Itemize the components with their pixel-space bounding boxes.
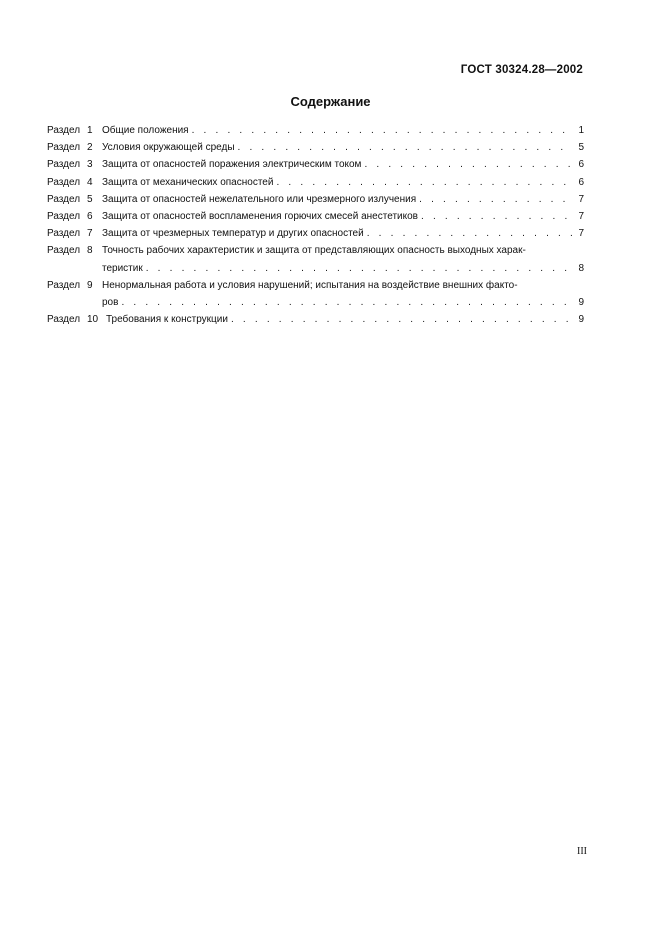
dot-leader [231,311,573,328]
table-of-contents [47,122,584,328]
section-number: 5 [87,193,93,205]
section-title: Защита от опасностей поражения электрическим током [102,159,362,171]
section-number: 10 [87,314,99,326]
toc-entry-9[interactable] [47,277,584,311]
page-number: 7 [578,193,584,205]
section-title: Ненормальная работа и условия нарушений; испытания на воздействие внешних факто- [102,279,518,291]
dot-leader [367,225,573,242]
section-title: Требования к конструкции [106,314,228,326]
section-title: Защита от опасностей воспламенения горючих смесей анестетиков [102,211,418,223]
section-title: Защита от чрезмерных температур и других опасностей [102,228,364,240]
page-number: 5 [578,142,584,154]
dot-leader [238,139,574,156]
standard-code: ГОСТ 30324.28—2002 [460,64,583,76]
section-number: 2 [87,142,93,154]
dot-leader [276,174,573,191]
section-number: 7 [87,228,93,240]
page-number: 8 [578,262,584,274]
toc-entry-6[interactable] [47,208,584,225]
section-word: Раздел [47,245,81,257]
page-folio: III [577,846,587,857]
dot-leader [146,260,573,277]
dot-leader [421,208,573,225]
section-number: 3 [87,159,93,171]
section-number: 8 [87,245,93,257]
section-word: Раздел [47,279,81,291]
toc-entry-2[interactable] [47,139,584,156]
toc-entry-3[interactable] [47,156,584,173]
dot-leader [364,156,573,173]
toc-entry-10[interactable] [47,311,584,328]
section-number: 4 [87,176,93,188]
section-title-continued: ров [102,297,119,309]
page-number: 9 [578,297,584,309]
page-number: 9 [578,314,584,326]
section-word: Раздел [47,193,81,205]
page-number: 6 [578,159,584,171]
section-number: 9 [87,279,93,291]
page-number: 7 [578,228,584,240]
toc-entry-8[interactable] [47,242,584,276]
page-number: 6 [578,176,584,188]
section-number: 6 [87,211,93,223]
toc-entry-4[interactable] [47,174,584,191]
section-title: Защита от опасностей нежелательного или чрезмерного излучения [102,193,417,205]
section-word: Раздел [47,159,81,171]
section-word: Раздел [47,125,81,136]
section-title: Общие положения [102,125,189,136]
section-number: 1 [87,125,93,136]
toc-entry-7[interactable] [47,225,584,242]
toc-entry-5[interactable] [47,191,584,208]
dot-leader [192,122,573,139]
toc-title: Содержание [290,94,371,109]
section-title: Защита от механических опасностей [102,176,274,188]
dot-leader [121,294,573,311]
section-word: Раздел [47,228,81,240]
toc-entry-1[interactable] [47,122,584,139]
section-title-continued: теристик [102,262,143,274]
section-word: Раздел [47,142,81,154]
section-word: Раздел [47,176,81,188]
section-word: Раздел [47,211,81,223]
page-number: 1 [578,125,584,136]
section-title: Точность рабочих характеристик и защита от представляющих опасность выходных харак- [102,245,526,257]
section-word: Раздел [47,314,81,326]
section-title: Условия окружающей среды [102,142,235,154]
dot-leader [419,191,573,208]
page-number: 7 [578,211,584,223]
